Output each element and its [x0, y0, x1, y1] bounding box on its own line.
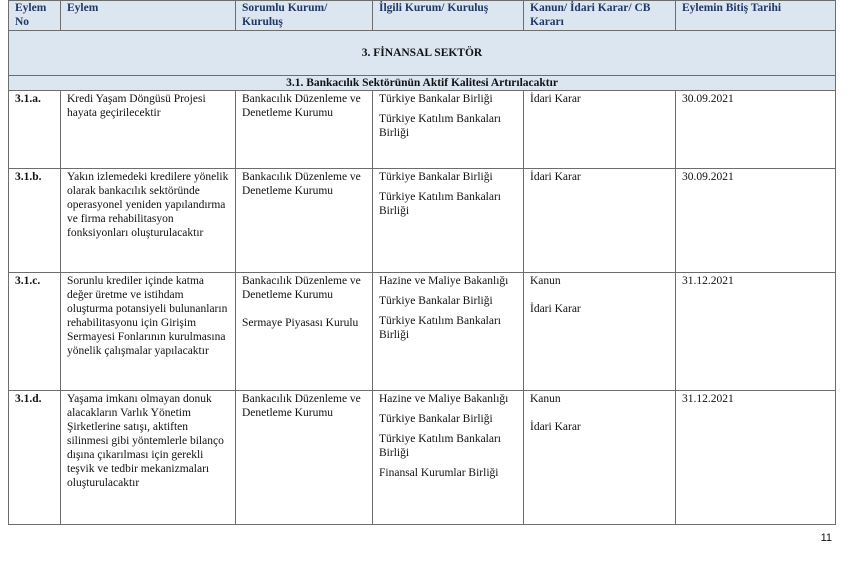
section-row	[9, 31, 836, 76]
table-row	[9, 169, 836, 273]
responsible-cell	[236, 391, 373, 525]
responsible-org: Bankacılık Düzenleme ve Denetleme Kurumu	[242, 393, 361, 419]
table-row	[9, 273, 836, 391]
page-number: 11	[820, 532, 832, 544]
action-text: Kredi Yaşam Döngüsü Projesi hayata geçirilecektir	[61, 91, 236, 169]
responsible-org: Bankacılık Düzenleme ve Denetleme Kurumu	[242, 93, 361, 119]
responsible-org: Bankacılık Düzenleme ve Denetleme Kurumu	[242, 275, 361, 301]
related-org: Türkiye Katılım Bankaları Birliği	[379, 315, 501, 341]
related-org: Türkiye Katılım Bankaları Birliği	[379, 113, 501, 139]
law-type: İdari Karar	[530, 303, 581, 315]
related-org: Türkiye Bankalar Birliği	[379, 171, 493, 183]
header-law: Kanun/ İdari Karar/ CB Kararı	[524, 1, 676, 31]
deadline: 30.09.2021	[676, 169, 836, 273]
responsible-org: Bankacılık Düzenleme ve Denetleme Kurumu	[242, 171, 361, 197]
action-no: 3.1.c.	[9, 273, 61, 391]
deadline: 31.12.2021	[676, 273, 836, 391]
law-type: İdari Karar	[530, 93, 581, 105]
law-type: İdari Karar	[530, 171, 581, 183]
header-row	[9, 1, 836, 31]
header-action-no: Eylem No	[9, 1, 61, 31]
related-cell	[373, 273, 524, 391]
related-org: Türkiye Katılım Bankaları Birliği	[379, 433, 501, 459]
law-cell	[524, 91, 676, 169]
responsible-cell	[236, 169, 373, 273]
related-org: Hazine ve Maliye Bakanlığı	[379, 393, 509, 405]
related-org: Türkiye Katılım Bankaları Birliği	[379, 191, 501, 217]
action-text: Yaşama imkanı olmayan donuk alacakların Varlık Yönetim Şirketlerine satışı, aktiften silinmesi gibi yöntemlerle bilanço dışına çıkarılması için gerekli teşvik ve tedbir mekanizmaları oluşturulacaktır	[61, 391, 236, 525]
action-no: 3.1.b.	[9, 169, 61, 273]
subsection-title: 3.1. Bankacılık Sektörünün Aktif Kalitesi Artırılacaktır	[9, 76, 836, 91]
law-type: Kanun	[530, 275, 561, 287]
related-org: Türkiye Bankalar Birliği	[379, 295, 493, 307]
law-cell	[524, 169, 676, 273]
header-action: Eylem	[61, 1, 236, 31]
section-title: 3. FİNANSAL SEKTÖR	[9, 31, 836, 76]
responsible-cell	[236, 273, 373, 391]
related-org: Hazine ve Maliye Bakanlığı	[379, 275, 509, 287]
related-org: Türkiye Bankalar Birliği	[379, 413, 493, 425]
related-cell	[373, 169, 524, 273]
law-type: Kanun	[530, 393, 561, 405]
header-related: İlgili Kurum/ Kuruluş	[373, 1, 524, 31]
related-cell	[373, 91, 524, 169]
deadline: 30.09.2021	[676, 91, 836, 169]
header-responsible: Sorumlu Kurum/ Kuruluş	[236, 1, 373, 31]
action-text: Sorunlu krediler içinde katma değer üretme ve istihdam oluşturma potansiyeli bulunanların rehabilitasyonu için Girişim Sermayesi Fonlarının kurulmasına yönelik çalışmalar yapılacaktır	[61, 273, 236, 391]
action-no: 3.1.a.	[9, 91, 61, 169]
deadline: 31.12.2021	[676, 391, 836, 525]
law-type: İdari Karar	[530, 421, 581, 433]
header-deadline: Eylemin Bitiş Tarihi	[676, 1, 836, 31]
action-text: Yakın izlemedeki kredilere yönelik olarak bankacılık sektöründe operasyonel yeniden yapılandırma ve firma rehabilitasyon fonksiyonları oluşturulacaktır	[61, 169, 236, 273]
responsible-cell	[236, 91, 373, 169]
table-row	[9, 391, 836, 525]
subsection-row	[9, 76, 836, 91]
action-plan-table	[8, 0, 836, 525]
table-row	[9, 91, 836, 169]
related-cell	[373, 391, 524, 525]
law-cell	[524, 273, 676, 391]
action-no: 3.1.d.	[9, 391, 61, 525]
responsible-org: Sermaye Piyasası Kurulu	[242, 317, 359, 329]
law-cell	[524, 391, 676, 525]
related-org: Türkiye Bankalar Birliği	[379, 93, 493, 105]
related-org: Finansal Kurumlar Birliği	[379, 467, 499, 479]
